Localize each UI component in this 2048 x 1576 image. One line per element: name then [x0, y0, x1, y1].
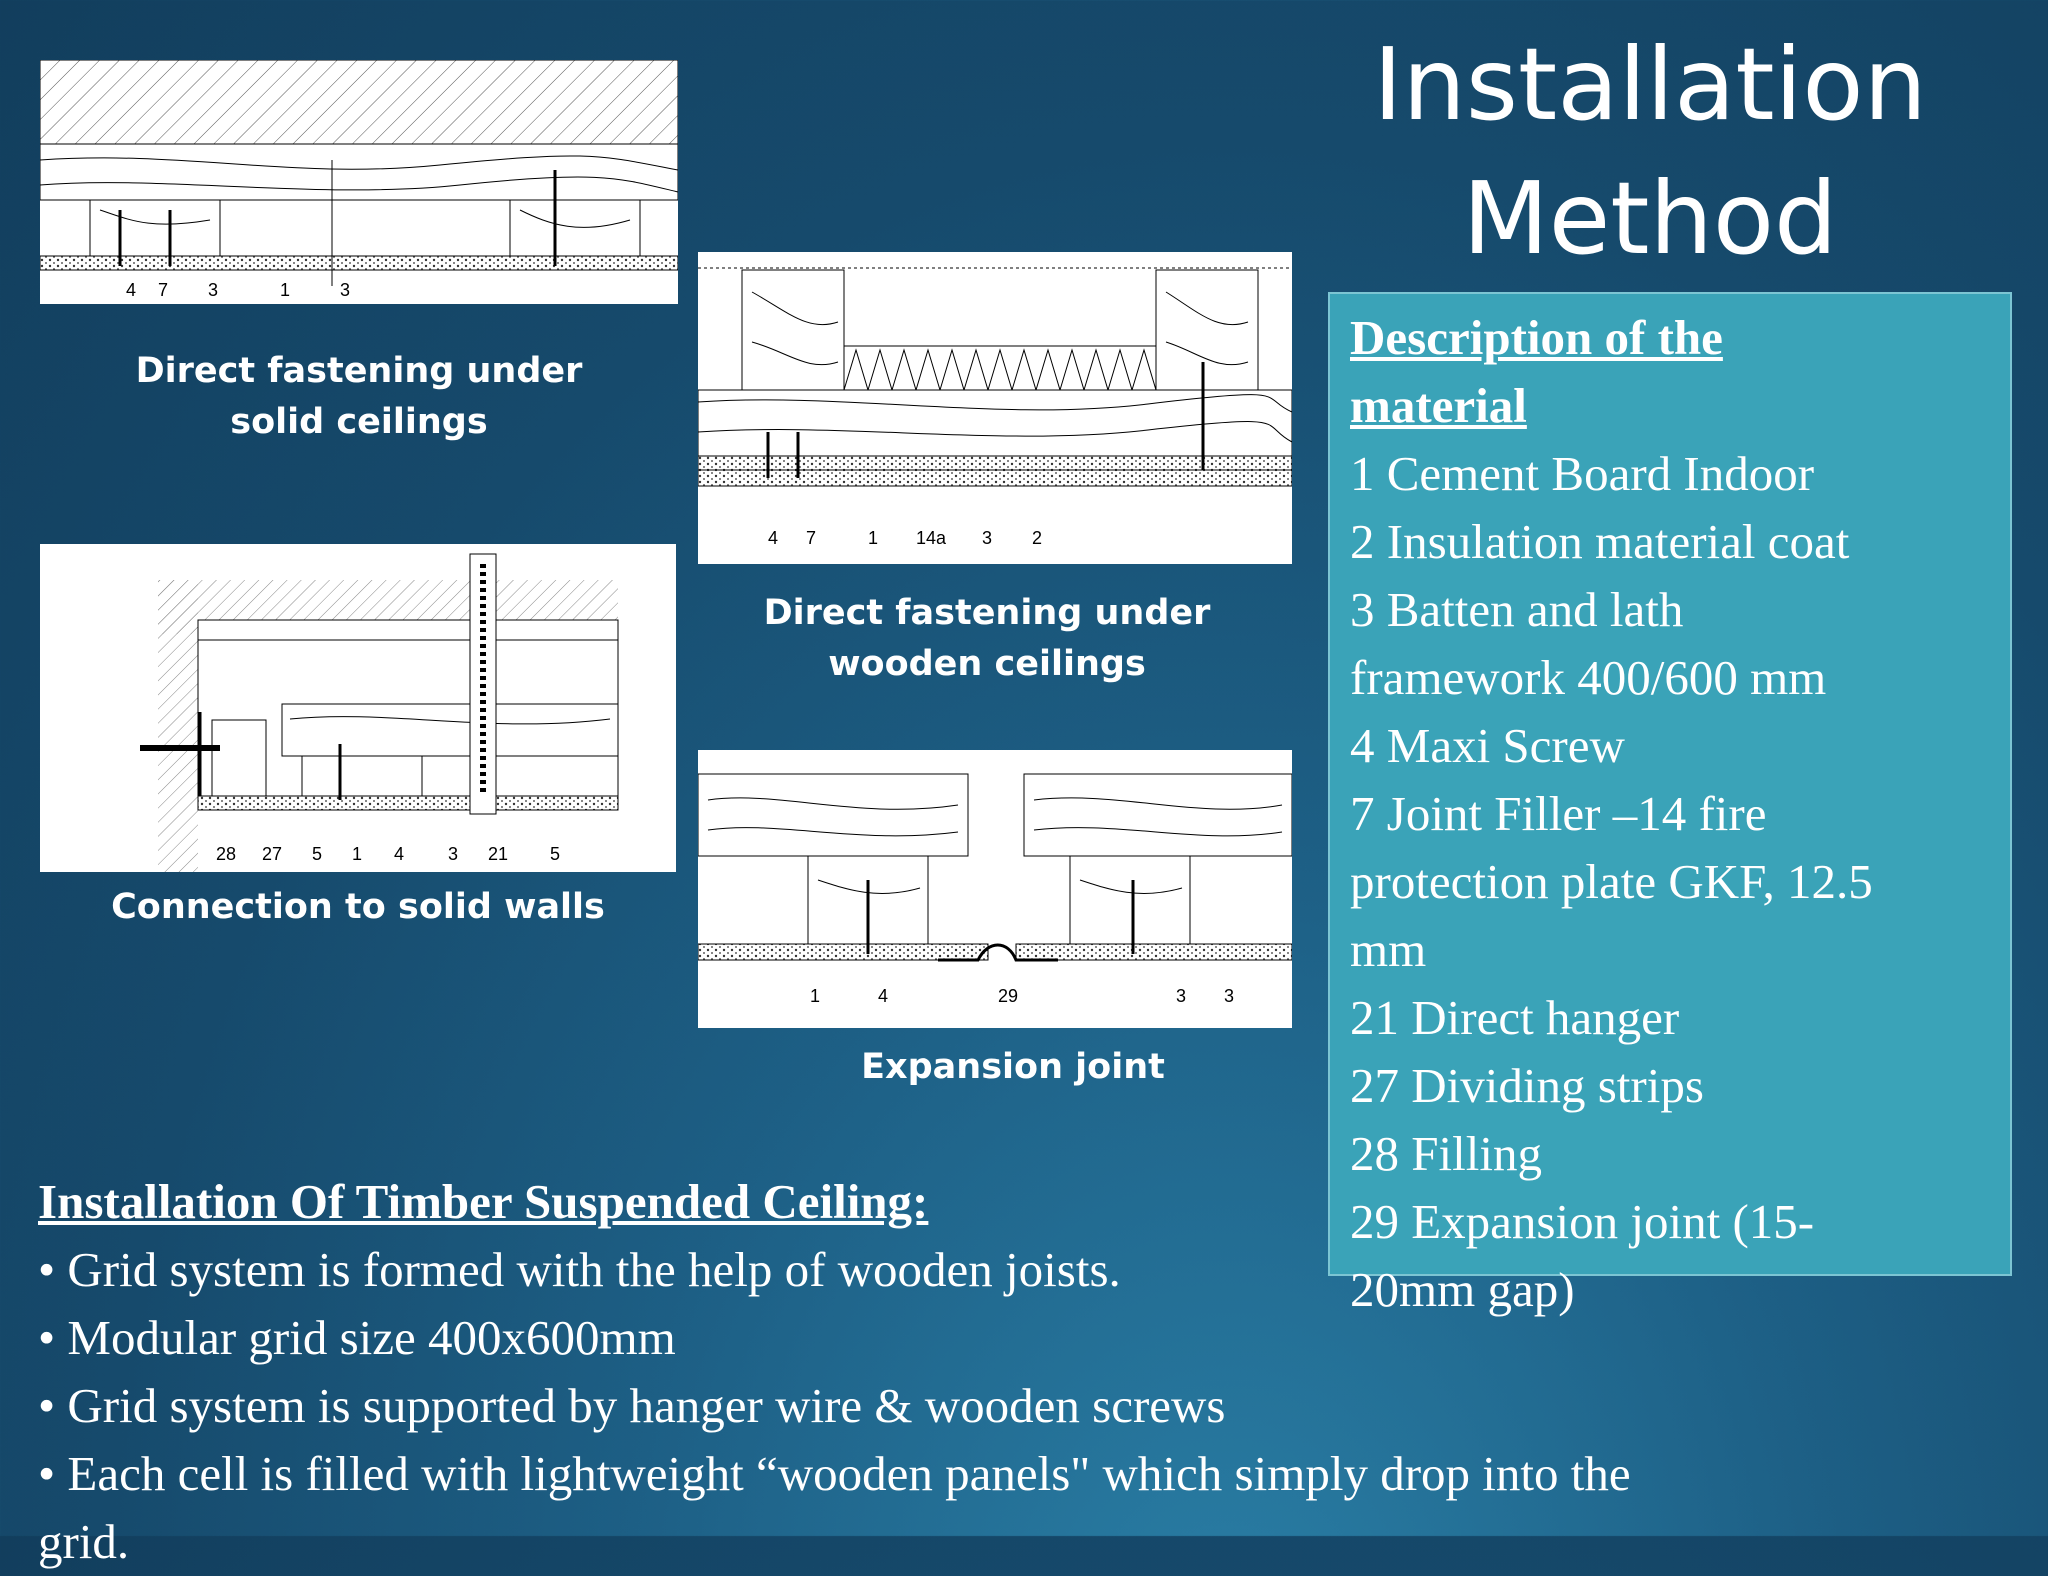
wooden-ceiling-label: 2 — [1032, 528, 1043, 548]
solid-ceiling-label: 3 — [340, 280, 351, 300]
installation-section — [38, 1168, 2028, 1576]
description-item: 29 Expansion joint (15- — [1350, 1194, 1815, 1249]
expansion-joint-drawing — [698, 750, 1292, 1028]
description-item: 4 Maxi Screw — [1350, 718, 1625, 773]
wooden-ceiling-label: 3 — [982, 528, 993, 548]
expansion-joint-label: 29 — [998, 986, 1019, 1006]
solid-walls-label: 4 — [394, 844, 405, 864]
wooden-ceiling-label: 14a — [916, 528, 947, 548]
installation-heading: Installation Of Timber Suspended Ceiling: — [38, 1174, 929, 1229]
installation-bullet: • Modular grid size 400x600mm — [38, 1310, 676, 1365]
wooden-ceiling-label: 7 — [806, 528, 817, 548]
wooden-ceiling-label: 4 — [768, 528, 779, 548]
description-item: framework 400/600 mm — [1350, 650, 1827, 705]
solid-ceiling-drawing — [40, 60, 678, 304]
solid-walls-label: 27 — [262, 844, 283, 864]
solid-walls-label: 3 — [448, 844, 459, 864]
page-title — [1340, 18, 1960, 286]
wooden-ceiling-label: 1 — [868, 528, 879, 548]
diagram-expansion-joint — [698, 750, 1292, 1028]
expansion-joint-label: 4 — [878, 986, 889, 1006]
installation-bullet: • Grid system is supported by hanger wire & wooden screws — [38, 1378, 1226, 1433]
description-item: 21 Direct hanger — [1350, 990, 1680, 1045]
expansion-joint-label: 3 — [1224, 986, 1235, 1006]
description-item: 27 Dividing strips — [1350, 1058, 1704, 1113]
solid-walls-label: 5 — [312, 844, 323, 864]
solid-walls-drawing — [40, 544, 676, 872]
solid-walls-label: 5 — [550, 844, 561, 864]
description-item: 28 Filling — [1350, 1126, 1542, 1181]
description-heading: Description of the — [1350, 310, 1723, 365]
solid-ceiling-label: 4 — [126, 280, 137, 300]
installation-bullet: grid. — [38, 1514, 130, 1569]
description-item: protection plate GKF, 12.5 — [1350, 854, 1873, 909]
description-item: 20mm gap) — [1350, 1262, 1575, 1317]
solid-walls-label: 21 — [488, 844, 509, 864]
title-line-2: Method — [1462, 160, 1838, 277]
solid-walls-label: 28 — [216, 844, 237, 864]
description-item: 7 Joint Filler –14 fire — [1350, 786, 1767, 841]
solid-ceiling-label: 1 — [280, 280, 291, 300]
description-item: 2 Insulation material coat — [1350, 514, 1850, 569]
solid-ceiling-label: 3 — [208, 280, 219, 300]
installation-bullet: • Grid system is formed with the help of wooden joists. — [38, 1242, 1121, 1297]
description-item: mm — [1350, 922, 1427, 977]
installation-bullet: • Each cell is filled with lightweight “wooden panels" which simply drop into the — [38, 1446, 1631, 1501]
description-item: 3 Batten and lath — [1350, 582, 1684, 637]
wooden-ceiling-drawing — [698, 252, 1292, 564]
expansion-joint-label: 3 — [1176, 986, 1187, 1006]
description-heading: material — [1350, 378, 1527, 433]
solid-ceiling-label: 7 — [158, 280, 169, 300]
diagram-solid-walls — [40, 544, 676, 872]
caption-solid-ceiling: Direct fastening under solid ceilings — [135, 351, 583, 442]
diagram-wooden-ceiling — [698, 252, 1292, 564]
expansion-joint-label: 1 — [810, 986, 821, 1006]
description-item: 1 Cement Board Indoor — [1350, 446, 1815, 501]
caption-expansion-joint: Expansion joint — [861, 1047, 1165, 1087]
caption-solid-walls: Connection to solid walls — [111, 887, 605, 927]
title-line-1: Installation — [1373, 26, 1927, 143]
diagram-solid-ceiling — [40, 60, 678, 304]
solid-walls-label: 1 — [352, 844, 363, 864]
caption-wooden-ceiling: Direct fastening under wooden ceilings — [763, 593, 1211, 684]
